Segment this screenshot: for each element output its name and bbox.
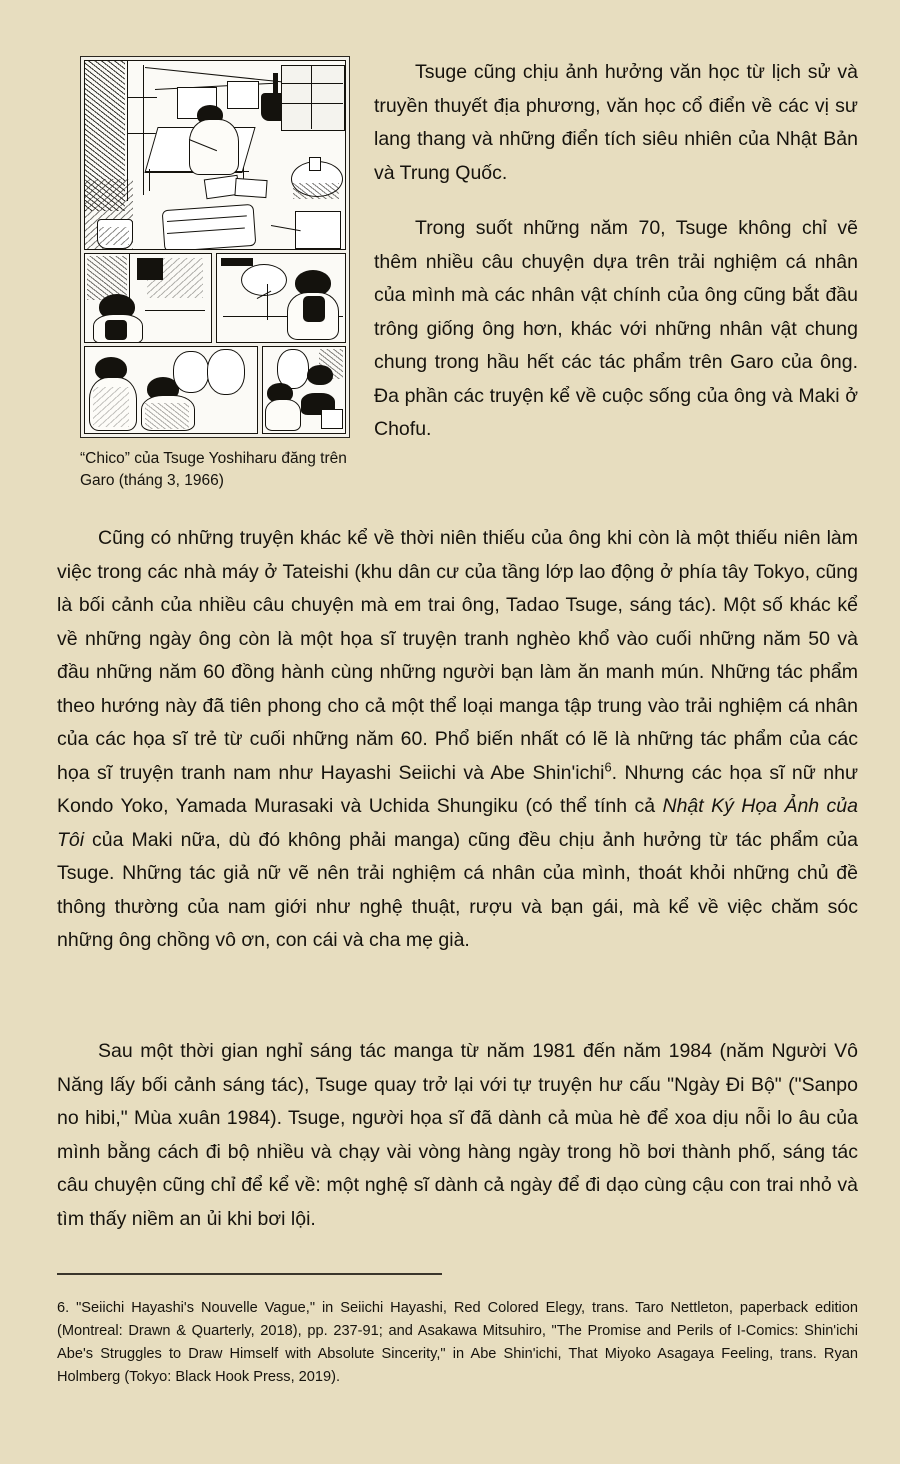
manga-page-image [80,56,350,438]
body-section [57,522,858,984]
paragraph-3 [57,522,858,958]
footnote-reference-6[interactable]: 6 [604,759,612,775]
paragraph-3-part-3: của Maki nữa, dù đó không phải manga) cũng đều chịu ảnh hưởng từ tác phẩm của Tsuge. Những tác giả nữ vẽ nên trải nghiệm cá nhân của mình, thoát khỏi những chủ đề thông thường của nam giới như nghệ thuật, rượu và bạn gái, mà kể về việc chăm sóc những ông chồng vô ơn, con cái và cha mẹ già. [57,828,858,952]
figure-caption [80,448,362,492]
panel-conversation [84,346,258,434]
paragraph-1: Tsuge cũng chịu ảnh hưởng văn học từ lịch sử và truyền thuyết địa phương, văn học cổ điển về các vị sư lang thang và những điển tích siêu nhiên của Nhật Bản và Trung Quốc. [374,61,858,184]
footnote-divider [57,1273,442,1275]
paragraph-4: Sau một thời gian nghỉ sáng tác manga từ năm 1981 đến năm 1984 (năm Người Vô Năng lấy bối cảnh sáng tác), Tsuge quay trở lại với tự truyện hư cấu "Ngày Đi Bộ" ("Sanpo no hibi," Mùa xuân 1984). Tsuge, người họa sĩ đã dành cả mùa hè để xoa dịu nỗi lo âu của mình bằng cách đi bộ nhiều và chạy vài vòng hàng ngày trong hồ bơi thành phố, sáng tác câu chuyện cũng chỉ để kể về: một nghệ sĩ dành cả ngày để đi dạo cùng cậu con trai nhỏ và tìm thấy niềm an ủi khi bơi lội. [57,1040,858,1230]
panel-doorway [84,253,212,343]
footnote-text: 6. "Seiichi Hayashi's Nouvelle Vague," in Seiichi Hayashi, Red Colored Elegy, trans. Taro Nettleton, paperback edition (Montreal: Drawn & Quarterly, 2018), pp. 237-91; and Asakawa Mitsuhiro, "The Promise and Perils of I-Comics: Shin'ichi Abe's Struggles to Draw Himself with Absolute Sincerity," in Abe Shin'ichi, That Miyoko Asagaya Feeling, trans. Ryan Holmberg (Tokyo: Black Hook Press, 2019). [57,1300,858,1386]
paragraph-3-part-1: Cũng có những truyện khác kể về thời niên thiếu của ông khi còn là một thiếu niên làm việc trong các nhà máy ở Tateishi (khu dân cư của tầng lớp lao động ở phía tây Tokyo, cũng là bối cảnh của nhiều câu chuyện mà em trai ông, Tadao Tsuge, sáng tác). Một số khác kể về những ngày ông còn là một họa sĩ truyện tranh nghèo khổ vào cuối những năm 50 và đầu những năm 60 đồng hành cùng những người bạn làm ăn manh mún. Những tác phẩm theo hướng này đã tiên phong cho cả một thể loại manga tập trung vào trải nghiệm cá nhân của các họa sĩ trẻ từ cuối những năm 60. Phổ biến nhất có lẽ là những tác phẩm của các họa sĩ truyện tranh nam như Hayashi Seiichi và Abe Shin'ichi [57,527,858,784]
caption-line-2: trên Garo (tháng 3, 1966) [80,450,347,489]
work-title-italic: Nhật Ký Họa Ảnh của Tôi [57,795,859,851]
figure-manga [80,56,348,492]
panel-room-overhead [84,60,346,250]
closing-section [57,1035,858,1258]
paragraph-2: Trong suốt những năm 70, Tsuge không chỉ vẽ thêm nhiều câu chuyện dựa trên trải nghiệm cá nhân của mình mà các nhân vật chính của ông cũng bắt đầu trông giống ông hơn, khác với những nhân vật chung chung trong hầu hết các tác phẩm trên Garo của ông. Đa phần các truyện kể về cuộc sống của ông và Maki ở Chofu. [374,217,858,441]
panel-entering [216,253,346,343]
panel-bucket [262,346,346,434]
paragraph-3-part-2: . Nhưng các họa sĩ nữ như Kondo Yoko, Yamada Murasaki và Uchida Shungiku (có thể tính cả [57,761,858,818]
caption-line-1: “Chico” của Tsuge Yoshiharu đăng [80,450,316,467]
top-section [57,56,858,498]
